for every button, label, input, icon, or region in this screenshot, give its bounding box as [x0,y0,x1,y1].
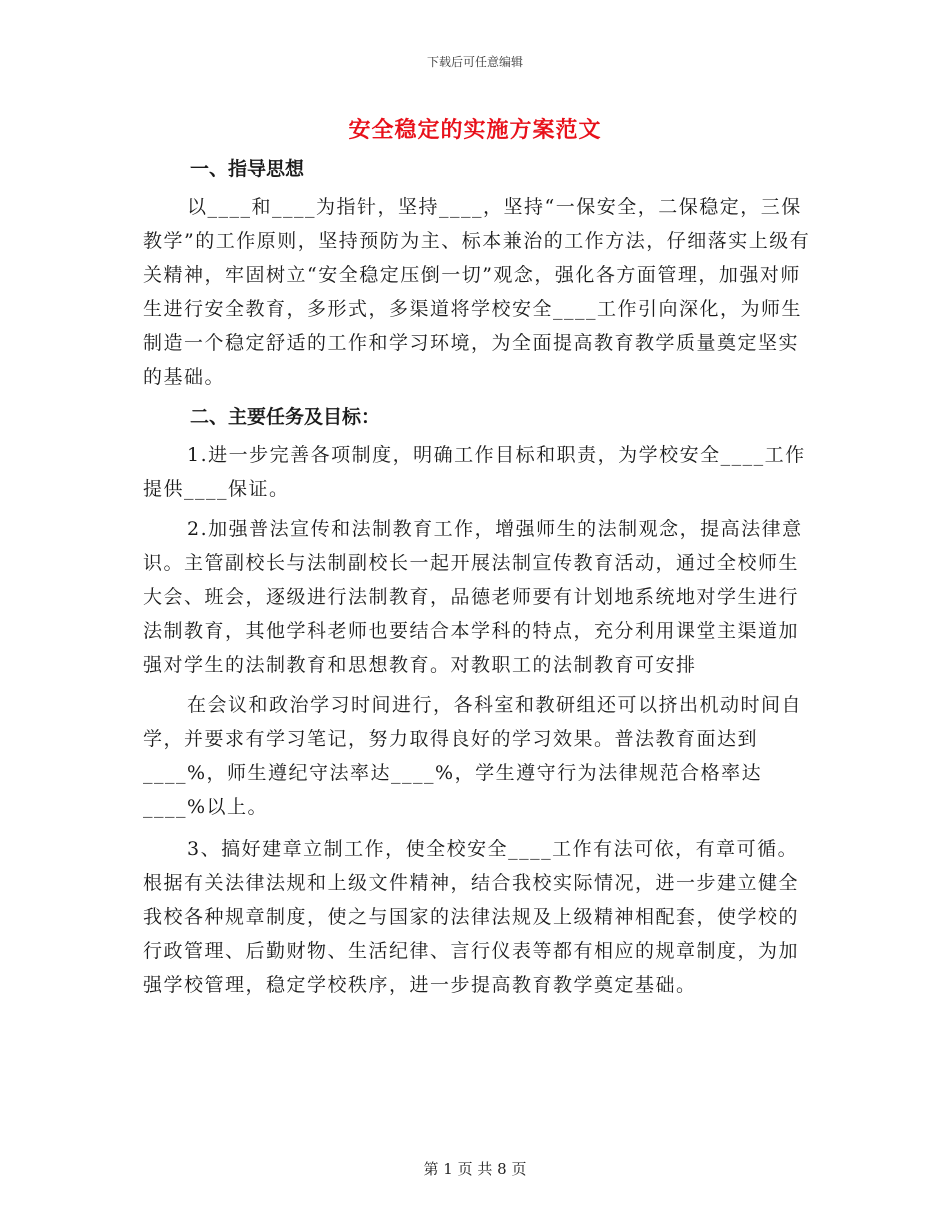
section-heading-guiding-ideology: 一、指导思想 [190,158,305,180]
paragraph-guiding-ideology: 以____和____为指针，坚持____，坚持“一保安全，二保稳定，三保教学”的工作原则，坚持预防为主、标本兼治的工作方法，仔细落实上级有关精神，牢固树立“安全稳定压倒一切”观念，强化各方面管理，加强对师生进行安全教育，多形式，多渠道将学校安全____工作引向深化，为师生制造一个稳定舒适的工作和学习环境，为全面提高教育教学质量奠定坚实的基础。 [143,196,811,388]
section-heading-tasks-goals: 二、主要任务及目标： [190,406,381,428]
document-title: 安全稳定的实施方案范文 [348,117,602,143]
paragraph-task-2-continued: 在会议和政治学习时间进行，各科室和教研组还可以挤出机动时间自学，并要求有学习笔记，努力取得良好的学习效果。普法教育面达到____%，师生遵纪守法率达____%，学生遵守行为法律规范合格率达____%以上。 [143,694,803,818]
document-body [143,152,813,1002]
paragraph-task-2: 2.加强普法宣传和法制教育工作，增强师生的法制观念，提高法律意识。主管副校长与法制副校长一起开展法制宣传教育活动，通过全校师生大会、班会，逐级进行法制教育，品德老师要有计划地系统地对学生进行法制教育，其他学科老师也要结合本学科的特点，充分利用课堂主渠道加强对学生的法制教育和思想教育。对教职工的法制教育可安排 [143,518,803,676]
paragraph-task-3: 3、搞好建章立制工作，使全校安全____工作有法可依，有章可循。根据有关法律法规和上级文件精神，结合我校实际情况，进一步建立健全我校各种规章制度，使之与国家的法律法规及上级精神相配套，使学校的行政管理、后勤财物、生活纪律、言行仪表等都有相应的规章制度，为加强学校管理，稳定学校秩序，进一步提高教育教学奠定基础。 [143,838,800,996]
paragraph-task-1: 1.进一步完善各项制度，明确工作目标和职责，为学校安全____工作提供____保证。 [143,444,806,500]
page-number: 第 1 页 共 8 页 [423,1160,527,1178]
header-note: 下载后可任意编辑 [426,55,523,69]
